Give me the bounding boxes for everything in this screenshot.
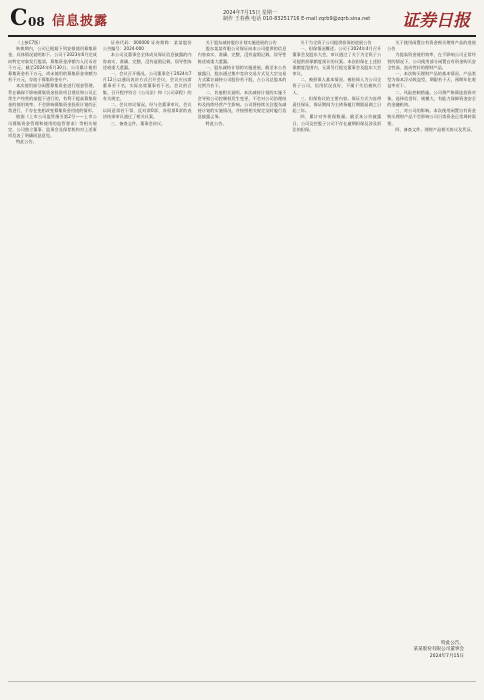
paragraph: 为提高资金使用效率，在不影响公司正常经营的情况下，公司使用部分闲置自有资金购买安全性高、流动性好的理财产品。	[387, 52, 476, 70]
column-text	[292, 40, 381, 133]
paragraph: 根据《上市公司监管指引第2号——上市公司募集资金管理和使用的监管要求》等相关规定，公司独立董事、监事会及保荐机构对上述事项发表了明确同意意见。	[8, 114, 97, 139]
paragraph: 三、担保协议的主要内容。保证方式为连带责任保证，保证期间为主债务履行期限届满之日起三年。	[292, 95, 382, 114]
paragraph: 股东某某有限公司保证向本公司提供的信息内容真实、准确、完整，没有虚假记载、误导性陈述或重大遗漏。	[197, 46, 287, 64]
paragraph: 关于股东减持股份计划实施进展的公告	[205, 40, 277, 45]
paragraph: （上接C7版）	[16, 40, 43, 45]
paragraph: 特此公告。	[16, 139, 37, 145]
paragraph: 一、会议召开情况。公司董事会于2024年7月12日以通讯表决方式召开会议，会议应出席董事若干名，实际出席董事若干名。会议的召集、召开程序符合《公司法》和《公司章程》的有关规定。	[102, 71, 192, 101]
paragraph: 三、备查文件。董事会决议。	[110, 120, 166, 126]
paragraph: 二、其他相关说明。本次减持计划的实施不会导致公司控制权发生变更，不会对公司治理结构及持续经营产生影响。公司将持续关注股东减持计划的实施情况，并按照相关规定及时履行信息披露义务。	[197, 89, 287, 120]
newspaper-brand: 证券日报	[402, 11, 470, 31]
paragraph: 本公司及董事会全体成员保证信息披露的内容真实、准确、完整，没有虚假记载、误导性陈述或重大遗漏。	[102, 52, 192, 70]
paragraph: 关于为全资子公司提供担保的进展公告	[300, 40, 372, 45]
column-text	[8, 40, 97, 145]
signoff-date: 2024年7月15日	[429, 653, 464, 659]
issue-date-line: 2024年7月15日 星期一	[223, 10, 277, 16]
column-5	[387, 40, 476, 676]
page-number: 08	[28, 15, 45, 29]
column-text	[103, 40, 192, 127]
column-text	[198, 40, 287, 127]
page-letter: C	[10, 5, 28, 31]
signoff-company: 某某股份有限公司董事会	[413, 647, 464, 653]
column-text	[387, 40, 476, 133]
column-1	[8, 40, 97, 676]
page-header	[8, 4, 476, 34]
announcement-signoff	[413, 641, 464, 660]
paragraph: 特此公告。	[205, 120, 227, 126]
header-rule	[8, 35, 476, 37]
paragraph: 二、会议审议情况。经与会董事审议，会议以同意票若干票、反对票0票、弃权票0票的表决结果审议通过了相关议案。	[102, 102, 192, 120]
paragraph: 关于使用闲置自有资金购买理财产品的进展公告	[387, 40, 476, 52]
paragraph: 一、本次购买理财产品的基本情况。产品类型为保本浮动收益型，期限若干天，预期年化收益率若干。	[387, 71, 476, 89]
paragraph: 四、备查文件。理财产品相关协议及凭证。	[395, 126, 475, 132]
paragraph: 本次使用部分闲置募集资金进行现金管理，系在确保不影响募集资金投资项目建设和公司正常生产经营的前提下进行的，有利于提高募集资金的使用效率，不会影响募集资金投资计划的正常进行，不存在变相改变募集资金用途的情形。	[8, 83, 97, 114]
issue-meta	[223, 10, 370, 22]
section-title: 信息披露	[52, 14, 109, 29]
footer-rule	[8, 681, 476, 692]
issue-contact-line: 制作 王春燕 电话 010-83251716 E-mail zqrb9@zqrb.sina.net	[223, 16, 371, 22]
article-columns	[8, 40, 476, 676]
paragraph: 一、股东减持计划的实施进展。截至本公告披露日，股东通过集中竞价交易方式及大宗交易方式累计减持公司股份若干股，占公司总股本的比例为若干。	[197, 64, 287, 89]
paragraph: 一、担保情况概述。公司于2024年4月召开董事会及股东大会，审议通过了关于为全资子公司提供担保额度预计的议案。本次担保在上述担保额度范围内，无需另行提交董事会及股东大会审议。	[292, 46, 382, 77]
paragraph: 转换期内，公司已根据下列安排使用募集资金，具体情况说明如下。公司于2023年6月完成向特定对象发行股票，募集资金净额为人民币若干万元。截至2024年6月30日，公司累计使用募集资金若干万元，尚未使用的募集资金余额为若干万元，存放于募集资金专户。	[8, 46, 97, 83]
column-2	[103, 40, 192, 676]
paragraph: 四、累计对外担保数量。截至本公告披露日，公司及控股子公司不存在逾期担保及涉及诉讼的担保。	[292, 114, 382, 132]
paragraph: 二、被担保人基本情况。被担保人为公司全资子公司，信用状况良好，不属于失信被执行人。	[292, 77, 382, 95]
paragraph: 证券代码：000000 证券简称：某某股份 公告编号：2024-000	[102, 40, 192, 52]
column-3	[198, 40, 287, 676]
column-4	[292, 40, 381, 676]
signoff-closing: 特此公告。	[441, 640, 464, 646]
paragraph: 二、风险控制措施。公司将严格筛选投资对象，选择信誉好、规模大、有能力保障资金安全的金融机构。	[387, 89, 476, 108]
paragraph: 三、对公司的影响。本次使用闲置自有资金购买理财产品不会影响公司日常资金正常周转需要。	[387, 108, 476, 126]
